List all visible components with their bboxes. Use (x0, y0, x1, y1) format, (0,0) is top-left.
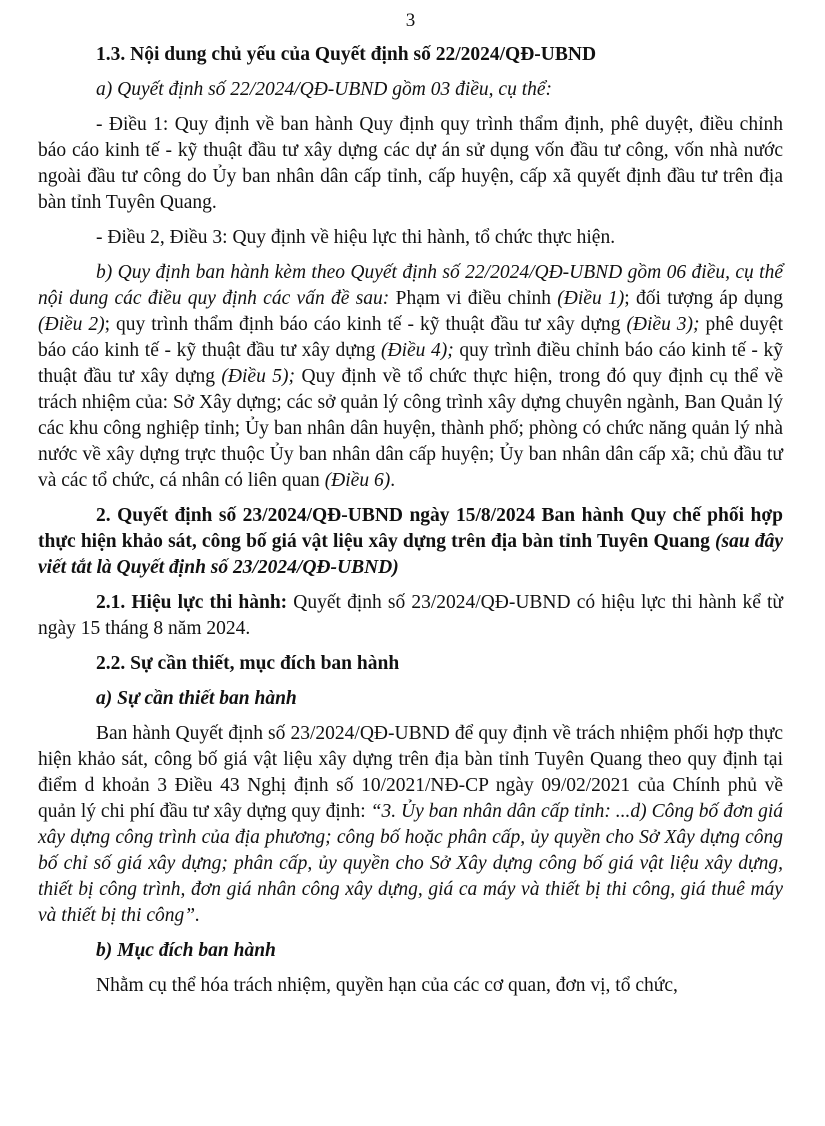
section-2-1-text: Quyết định số 23/2024/QĐ-UBND có hiệu lực thi hành kể từ ngày 15 tháng 8 năm 2024. (38, 592, 783, 639)
section-2-1-label: 2.1. Hiệu lực thi hành: (96, 592, 288, 613)
b-ref-2: (Điều 2) (38, 314, 105, 335)
section-2-heading (38, 503, 783, 581)
b-ref-1: (Điều 1) (557, 288, 625, 309)
section-2-2-b-heading: b) Mục đích ban hành (96, 940, 276, 961)
b-intro: b) Quy định ban hành kèm theo Quyết định số 22/2024/QĐ-UBND gồm 06 điều, cụ thể nội dung các điều quy định các vấn đề sau: (38, 262, 783, 309)
b-text-5: quy trình điều chỉnh báo cáo kinh tế - kỹ thuật đầu tư xây dựng (38, 340, 784, 387)
section-2-2-a-text: Ban hành Quyết định số 23/2024/QĐ-UBND để quy định về trách nhiệm phối hợp thực hiện khảo sát, công bố giá vật liệu xây dựng trên địa bàn tỉnh Tuyên Quang theo quy định tại điểm d khoản 3 Điều 43 Nghị định số 10/2021/NĐ-CP ngày 09/02/2021 của Chính phủ về quản lý chi phí đầu tư xây dựng quy định: (38, 723, 783, 822)
b-text-3: ; quy trình thẩm định báo cáo kinh tế - kỹ thuật đầu tư xây dựng (104, 314, 627, 335)
b-ref-4: (Điều 4); (381, 340, 454, 361)
section-2-2-a-quote: “3. Ủy ban nhân dân cấp tỉnh: ...d) Công bố đơn giá xây dựng công trình của địa phương; công bố hoặc phân cấp, ủy quyền cho Sở Xây dựng công bố chỉ số giá xây dựng; phân cấp, ủy quyền cho Sở Xây dựng công bố giá vật liệu xây dựng, thiết bị công trình, đơn giá nhân công xây dựng, giá ca máy và thiết bị thi công, giá thuê máy và thiết bị thi công”. (38, 801, 783, 926)
section-2-2-a-paragraph (38, 721, 783, 929)
section-1-3-a-intro: a) Quyết định số 22/2024/QĐ-UBND gồm 03 điều, cụ thể: (96, 79, 553, 100)
b-end: . (390, 470, 396, 491)
b-text-2: ; đối tượng áp dụng (624, 288, 783, 309)
b-text-6: Quy định về tổ chức thực hiện, trong đó quy định cụ thể về trách nhiệm của: Sở Xây dựng; các sở quản lý công trình xây dựng chuyên ngành, Ban Quản lý các khu công nghiệp tỉnh; Ủy ban nhân dân huyện, thành phố; phòng có chức năng quản lý nhà nước về xây dựng trực thuộc Ủy ban nhân dân cấp huyện; Ủy ban nhân dân cấp xã; chủ đầu tư và các tổ chức, cá nhân có liên quan (38, 366, 783, 491)
dieu-1-paragraph: - Điều 1: Quy định về ban hành Quy định quy trình thẩm định, phê duyệt, điều chỉnh báo cáo kinh tế - kỹ thuật đầu tư xây dựng các dự án sử dụng vốn đầu tư công, vốn nhà nước ngoài đầu tư công do Ủy ban nhân dân cấp tỉnh, cấp huyện, cấp xã quyết định đầu tư trên địa bàn tỉnh Tuyên Quang. (38, 114, 783, 213)
b-text-1: Phạm vi điều chỉnh (389, 288, 558, 309)
section-1-3-b-paragraph (38, 260, 783, 494)
section-2-2-a-heading: a) Sự cần thiết ban hành (96, 688, 297, 709)
section-1-3-heading: 1.3. Nội dung chủ yếu của Quyết định số 22/2024/QĐ-UBND (96, 44, 597, 65)
b-text-4: phê duyệt báo cáo kinh tế - kỹ thuật đầu tư xây dựng (38, 314, 783, 361)
dieu-2-3-paragraph: - Điều 2, Điều 3: Quy định về hiệu lực thi hành, tổ chức thực hiện. (96, 227, 616, 248)
section-2-2-heading: 2.2. Sự cần thiết, mục đích ban hành (96, 653, 400, 674)
section-2-1-paragraph (38, 590, 783, 642)
section-2-heading-bold: 2. Quyết định số 23/2024/QĐ-UBND ngày 15/8/2024 Ban hành Quy chế phối hợp thực hiện khảo sát, công bố giá vật liệu xây dựng trên địa bàn tỉnh Tuyên Quang (38, 505, 783, 552)
b-ref-3: (Điều 3); (626, 314, 700, 335)
section-2-2-b-paragraph: Nhằm cụ thể hóa trách nhiệm, quyền hạn của các cơ quan, đơn vị, tổ chức, (96, 975, 678, 996)
page-number: 3 (405, 10, 416, 31)
b-ref-5: (Điều 5); (221, 366, 296, 387)
section-2-heading-italic: (sau đây viết tắt là Quyết định số 23/2024/QĐ-UBND) (38, 531, 783, 578)
b-ref-6: (Điều 6) (324, 470, 391, 491)
